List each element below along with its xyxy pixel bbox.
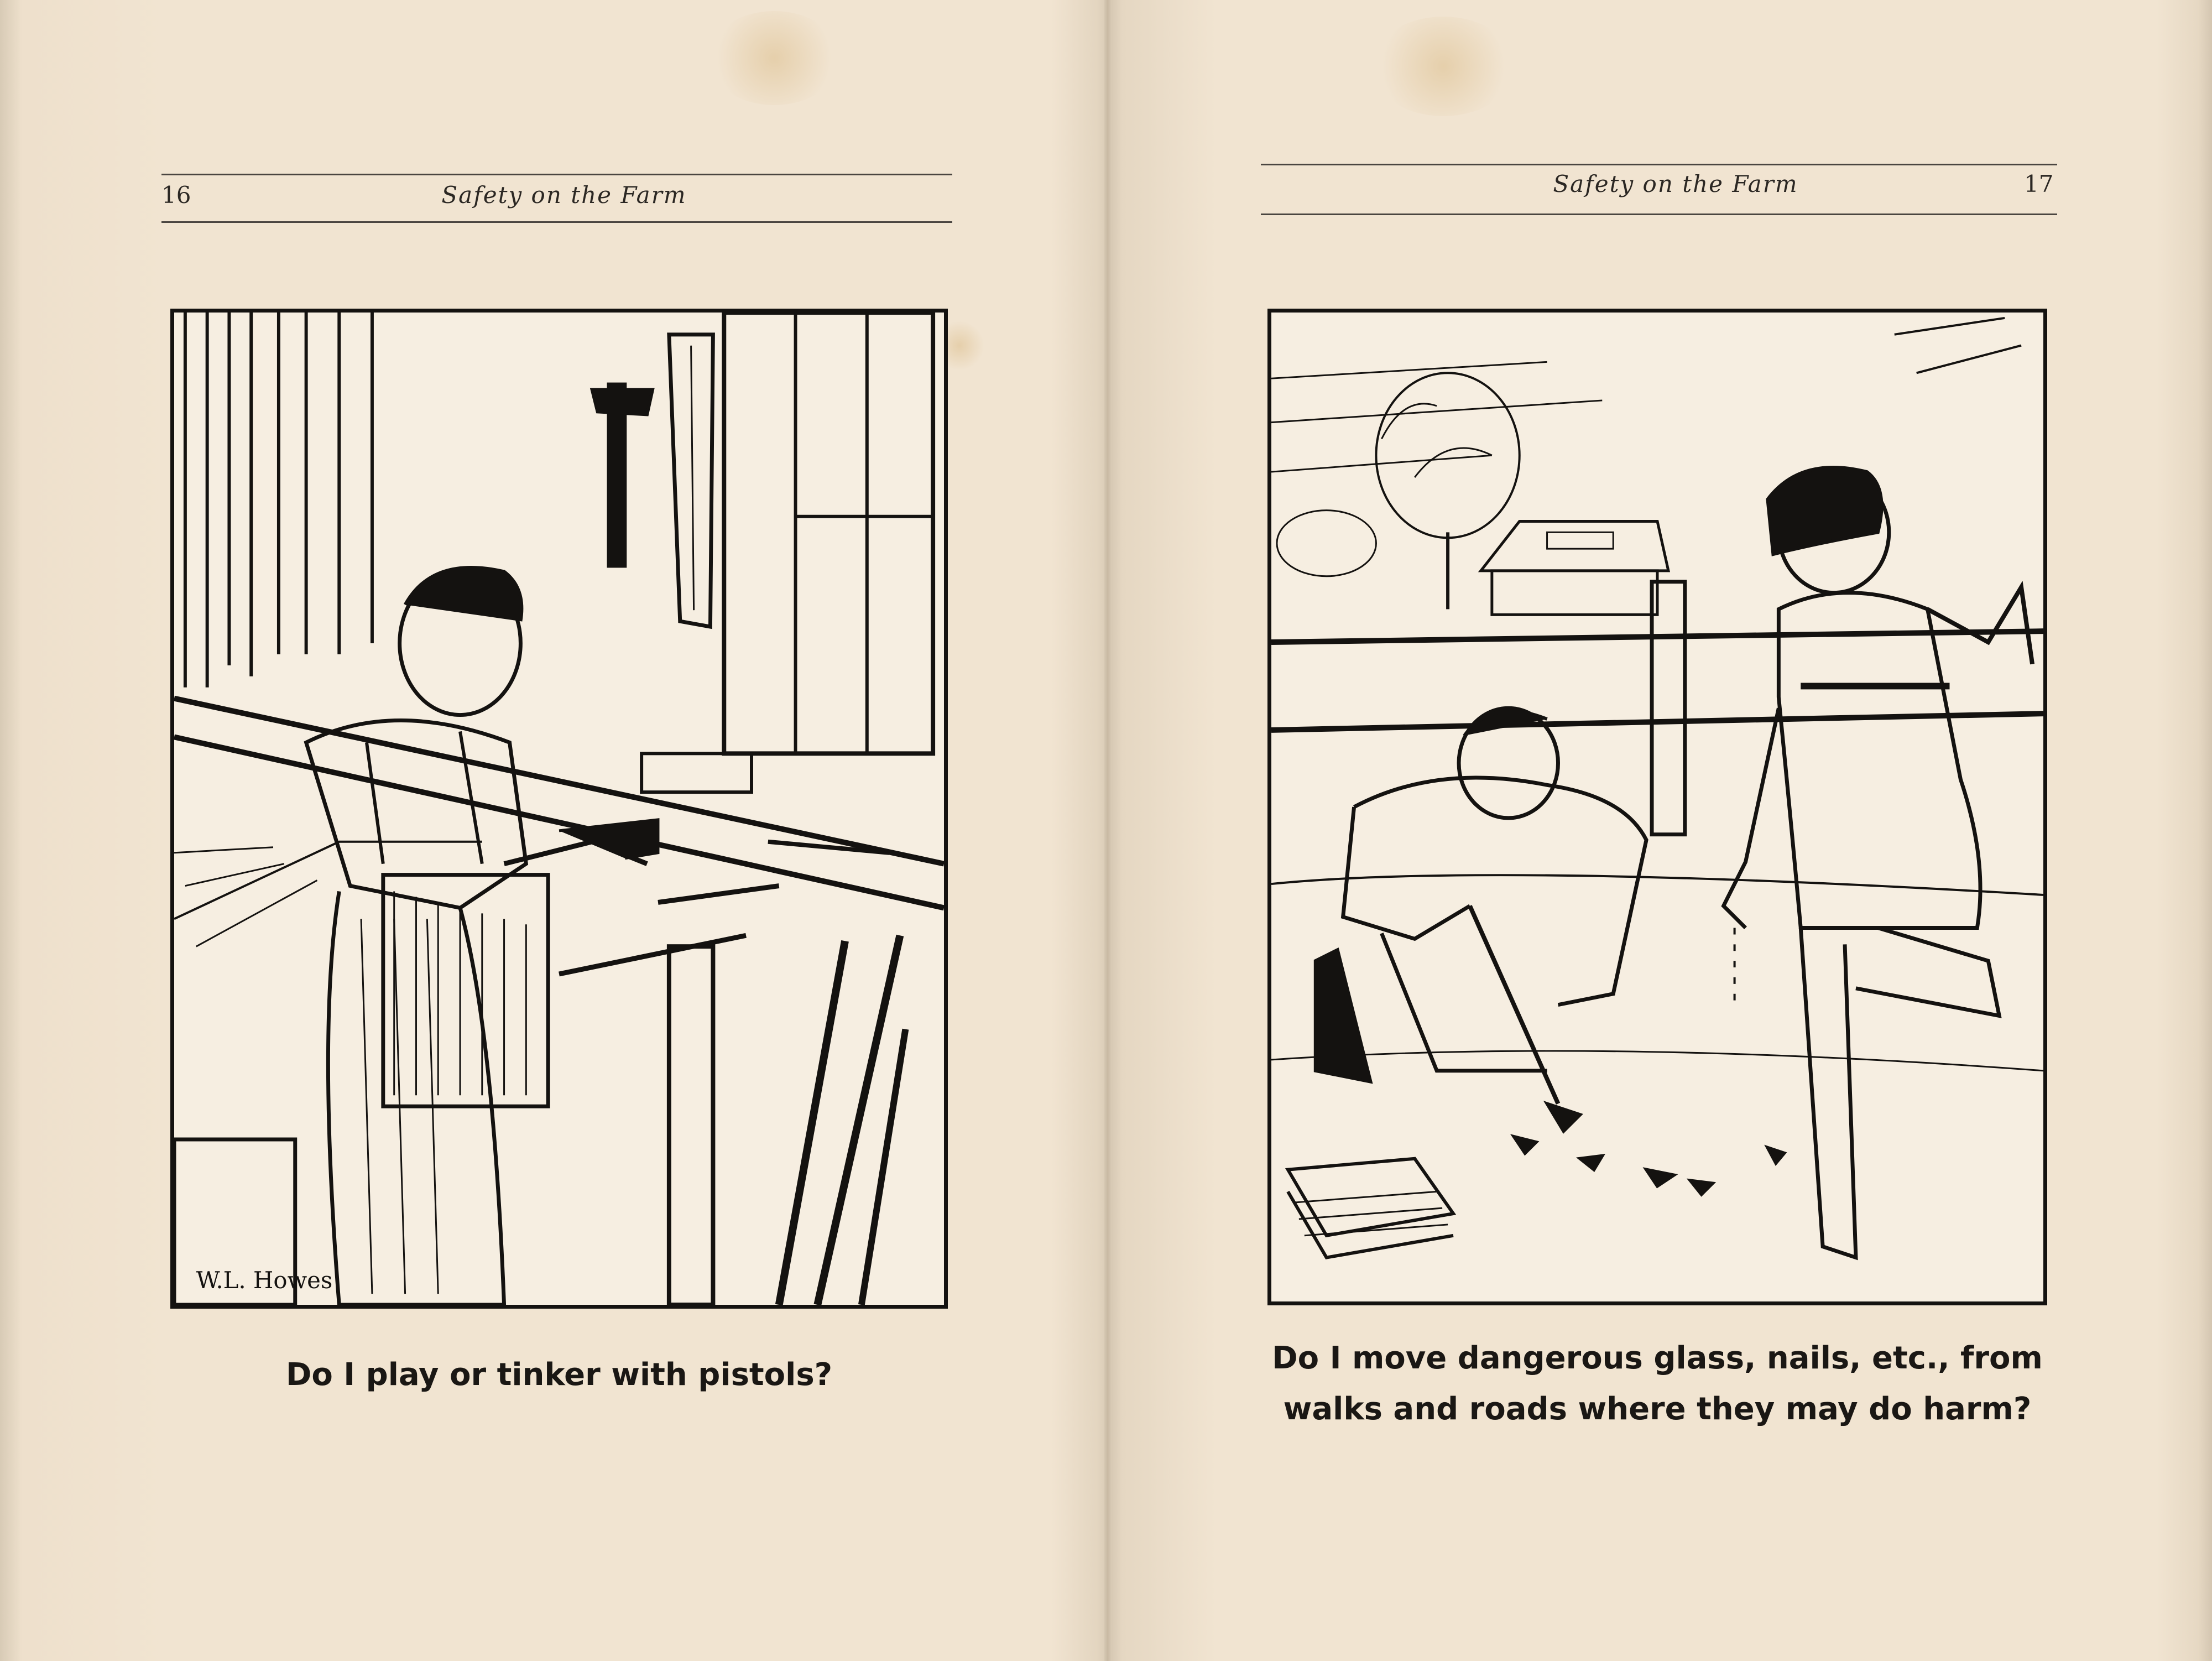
illustration-drawing bbox=[1271, 313, 2043, 1301]
caption-left: Do I play or tinker with pistols? bbox=[285, 1357, 833, 1393]
page-number: 16 bbox=[161, 181, 191, 209]
right-page bbox=[1112, 0, 2212, 1661]
header-rule-top bbox=[1261, 164, 2057, 165]
caption-line: Do I move dangerous glass, nails, etc., from bbox=[1272, 1340, 2043, 1376]
running-head: Safety on the Farm bbox=[1553, 170, 1798, 197]
header-rule-top bbox=[161, 174, 952, 175]
page-number: 17 bbox=[2024, 170, 2054, 197]
illustration-drawing bbox=[174, 313, 944, 1305]
caption-right bbox=[1267, 1333, 2047, 1435]
artist-signature: W.L. Howes bbox=[196, 1267, 333, 1294]
header-rule-bottom bbox=[1261, 214, 2057, 215]
caption-line: walks and roads where they may do harm? bbox=[1283, 1391, 2032, 1427]
running-head: Safety on the Farm bbox=[441, 181, 687, 209]
illustration-glass-on-path bbox=[1267, 309, 2047, 1305]
illustration-boy-with-pistol bbox=[170, 309, 948, 1309]
book-gutter bbox=[1104, 0, 1112, 1661]
header-rule-bottom bbox=[161, 221, 952, 223]
